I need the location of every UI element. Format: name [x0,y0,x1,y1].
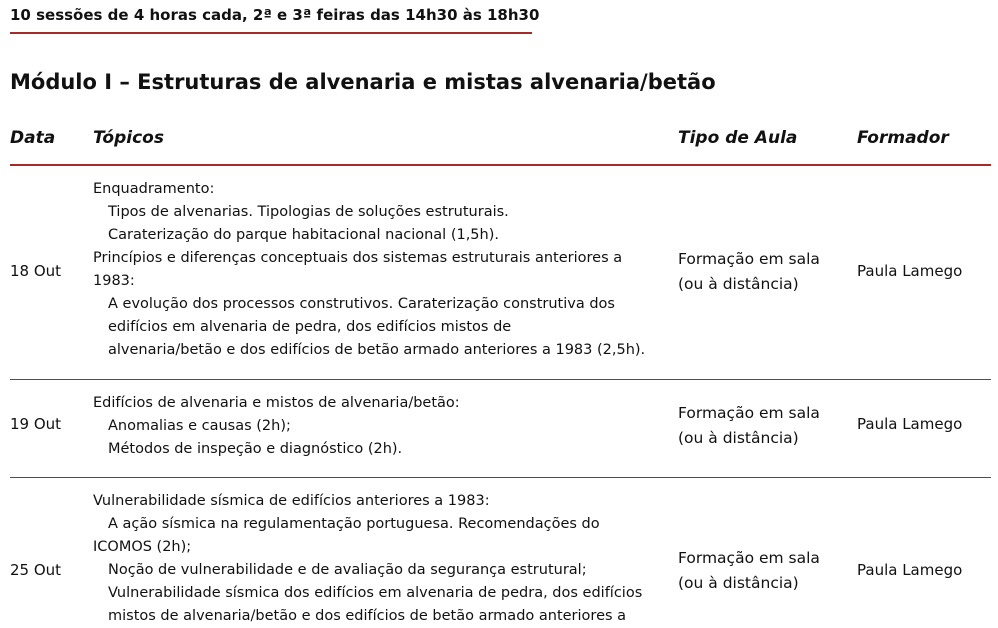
row-1-type [678,247,820,297]
header-type: Tipo de Aula [678,128,798,148]
row-divider [10,477,991,478]
row-1-trainer: Paula Lamego [857,262,963,280]
row-3-topic-line: A ação sísmica na regulamentação portuguesa. Recomendações do [108,516,600,532]
row-3-topic-line: Vulnerabilidade sísmica de edifícios anteriores a 1983: [93,493,490,509]
row-3-type-line2: (ou à distância) [678,574,799,592]
row-1-topic-line: Caraterização do parque habitacional nacional (1,5h). [108,227,499,243]
row-3-trainer: Paula Lamego [857,561,963,579]
schedule-text: 10 sessões de 4 horas cada, 2ª e 3ª feiras das 14h30 às 18h30 [10,6,540,24]
row-3-topic-line: Vulnerabilidade sísmica dos edifícios em alvenaria de pedra, dos edifícios [108,585,643,601]
row-1-topic-line: Enquadramento: [93,181,215,197]
row-2-topic-line: Métodos de inspeção e diagnóstico (2h). [108,441,403,457]
row-3-topic-line: Noção de vulnerabilidade e de avaliação da segurança estrutural; [108,562,587,578]
row-1-topics [93,178,645,362]
row-3-topics [93,490,642,628]
row-2-trainer: Paula Lamego [857,415,963,433]
header-topics: Tópicos [93,128,164,148]
row-2-type [678,401,820,451]
row-3-type [678,546,820,596]
row-2-topics [93,392,460,461]
header-date: Data [10,128,56,148]
row-1-type-line1: Formação em sala [678,250,820,268]
row-1-topic-line: edifícios em alvenaria de pedra, dos edifícios mistos de [108,319,512,335]
row-3-type-line1: Formação em sala [678,549,820,567]
schedule-underline [10,32,532,34]
row-3-date: 25 Out [10,561,62,579]
row-2-type-line2: (ou à distância) [678,429,799,447]
row-3-topic-line: ICOMOS (2h); [93,539,192,555]
row-2-date: 19 Out [10,415,62,433]
row-1-topic-line: 1983: [93,273,135,289]
row-1-type-line2: (ou à distância) [678,275,799,293]
row-2-topic-line: Anomalias e causas (2h); [108,418,291,434]
row-2-topic-line: Edifícios de alvenaria e mistos de alvenaria/betão: [93,395,460,411]
header-divider [10,164,991,166]
header-trainer: Formador [857,128,949,148]
row-2-type-line1: Formação em sala [678,404,820,422]
row-divider [10,379,991,380]
row-1-topic-line: A evolução dos processos construtivos. Caraterização construtiva dos [108,296,615,312]
row-1-topic-line: Princípios e diferenças conceptuais dos sistemas estruturais anteriores a [93,250,623,266]
row-1-date: 18 Out [10,262,62,280]
row-1-topic-line: Tipos de alvenarias. Tipologias de soluções estruturais. [108,204,509,220]
row-1-topic-line: alvenaria/betão e dos edifícios de betão armado anteriores a 1983 (2,5h). [108,342,646,358]
row-3-topic-line: mistos de alvenaria/betão e dos edifícios de betão armado anteriores a [108,608,627,624]
module-title: Módulo I – Estruturas de alvenaria e mistas alvenaria/betão [10,70,716,94]
